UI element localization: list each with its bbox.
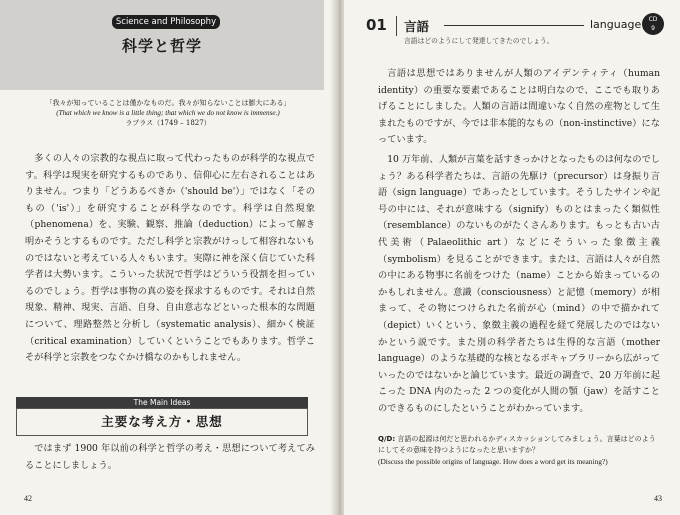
page-number-left: 42 [24,494,32,503]
chapter-title: 科学と哲学 [121,37,202,55]
section-tab: Science and Philosophy [112,15,220,29]
quote-japanese: 「我々が知っていることは僅かなものだ。我々が知らないことは膨大にある」 [45,99,291,107]
chapter-subtitle: 言語はどのようにして発達してきたのでしょう。 [404,37,554,45]
chapter-number: 01 [366,16,387,34]
qd-english: (Discuss the possible origins of language. How does a word get its meaning?) [378,457,608,466]
chapter-header-box [0,0,324,90]
quote-english: (That which we know is a little thing; that which we do not know is immense.) [56,109,280,117]
cd-track-number: 9 [651,25,655,32]
chapter-divider [396,16,397,36]
chapter-title-english: language [590,18,642,31]
ideas-paragraph: ではまず 1900 年以前の科学と哲学の考え・思想について考えてみることにしましょう。 [25,443,315,471]
paragraph-2: 10 万年前、人類が言葉を話すきっかけとなったものは何なのでしょう？ある科学者たちは、言語の先駆け（precursor）は身振り言語（sign language）であったとしています。そうしたサインや記号の中には、それが意味する（signify）ものとはまったく類似性（resemblance）のないものがたくさんあります。もっとも古い古代美術（Palaeolithic art）などにそういった象徴主義（symbolism）を見ることができます。または、言語は人々が自然の中にある物事に名前をつけた（name）ことから始まっているのかもしれません。意識（consciousness）と記憶（memory）が相まって、その物につけられた名前が心（mind）の中で描かれて（depict）いくという、象徴主義の過程を経て発展したのではないかという説です。また別の科学者たちは生得的な言語（mother language）のような基礎的な核となるボキャブラリーから広がっていったのではないかと論じています。最近の調査で、20 万年前に起こった DNA 内のたった 2 つの変化が人間の顎（jaw）を話すことのできるものにしたということがわかっています。 [378,154,660,414]
intro-paragraph: 多くの人々の宗教的な視点に取って代わったものが科学的な視点です。科学は現実を研究するものであり、信仰心に左右されることはありません。つまり「どうあるべきか（'should be'）」ではなく「そのもの（'is'）」を研究することが科学なのです。科学は自然現象（phenomena）を、実験、観察、推論（deduction）によって解き明かそうとするものです。ただし科学と宗教がけっして相容れないものではないと考えている人々もいます。実際に神を深く信じていた科学者は大勢います。こういった状況で哲学はどういう役割を担っているのでしょう。哲学は事物の真の姿を探求するものです。それは自然現象、精神、現実、言語、自身、自由意志などといった根本的な問題について、理路整然と分析し（systematic analysis）、細かく検証（critical examination）していくということでもあります。哲学こそが科学と宗教をつなぐかけ橋なのかもしれません。 [25,153,315,364]
chapter-title-japanese: 言語 [404,19,430,34]
discussion-question [378,434,660,468]
paragraph-1: 言語は思想ではありませんが人類のアイデンティティ（human identity）の重要な要素であることは明白なので、ここでも取りあげることにしました。人類の言語は間違いなく自然の産物として生まれたものですが、今では非本能的なもの（non-instinctive）になっています。 [378,68,660,146]
qd-label: Q/D: [378,435,396,443]
quote-author: ラプラス（1749 – 1827） [125,119,211,127]
cd-label: CD [648,16,658,23]
right-page [344,0,680,515]
main-ideas-title: 主要な考え方・思想 [16,408,308,436]
main-ideas-label: The Main Ideas [16,397,308,408]
epigraph [40,98,296,128]
left-page [0,0,336,515]
qd-japanese: 言語の起源は何だと思われるかディスカッションしてみましょう。言葉はどのようにしてその意味を持つようになったと思いますか？ [378,435,656,454]
title-rule [444,25,584,26]
page-number-right: 43 [654,494,662,503]
cd-track-icon [642,13,664,35]
